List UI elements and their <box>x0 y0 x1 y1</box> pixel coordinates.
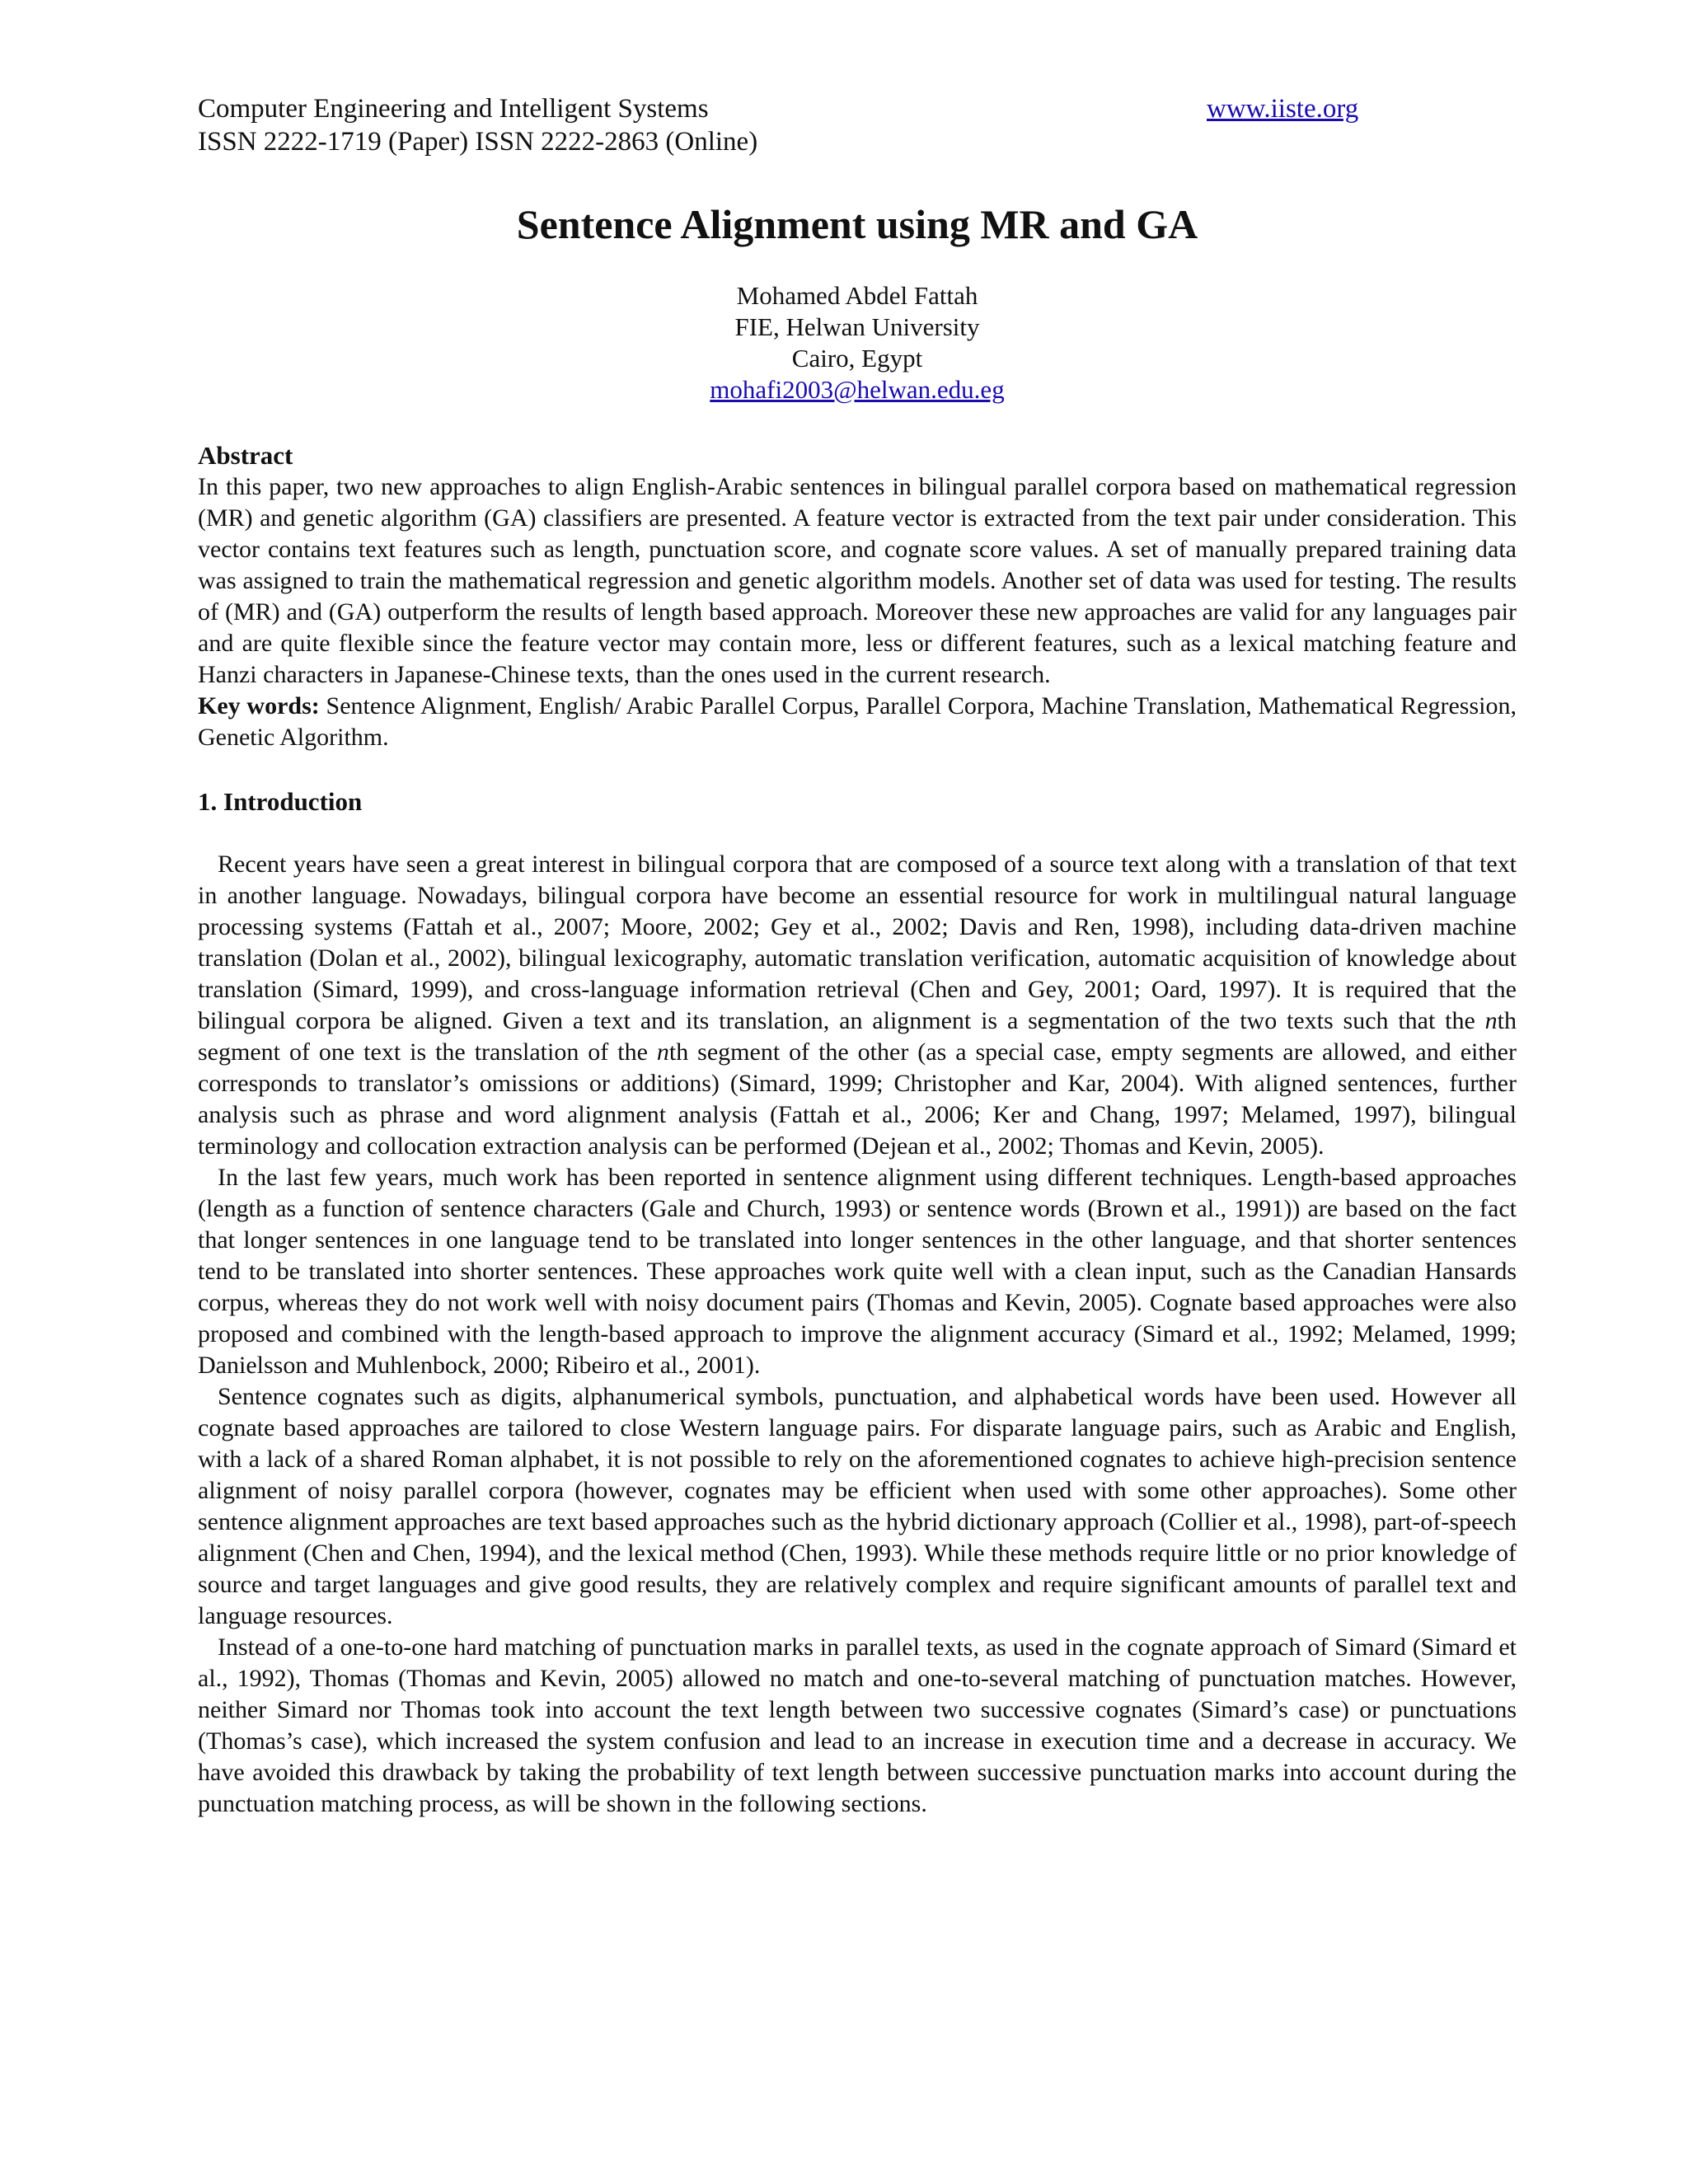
intro-p1-italic-n-1: n <box>1484 1007 1498 1034</box>
keywords-label: Key words: <box>198 692 320 719</box>
author-email-link[interactable]: mohafi2003@helwan.edu.eg <box>710 375 1005 404</box>
journal-name: Computer Engineering and Intelligent Systems <box>198 94 709 124</box>
intro-p1-italic-n-2: n <box>656 1038 669 1066</box>
issn-line <box>198 125 1517 158</box>
intro-p1-part-a: Recent years have seen a great interest in bilingual corpora that are composed of a source text along with a translation of that text in another language. Nowadays, bilingual corpora have become an essential resource for work in multilingual natural language processing systems (Fattah et al., 2007; Moore, 2002; Gey et al., 2002; Davis and Ren, 1998), including data-driven machine translation (Dolan et al., 2002), bilingual lexicography, automatic translation verification, automatic acquisition of knowledge about translation (Simard, 1999), and cross-language information retrieval (Chen and Gey, 2001; Oard, 1997). It is required that the bilingual corpora be aligned. Given a text and its translation, an alignment is a segmentation of the two texts such that the <box>198 851 1517 1034</box>
paper-title: Sentence Alignment using MR and GA <box>516 201 1198 247</box>
author-affiliation: FIE, Helwan University <box>734 312 980 341</box>
keywords-paragraph <box>198 691 1517 753</box>
intro-p1-part-b: th segment of one text is the translation of the <box>198 1007 1517 1066</box>
intro-paragraph-1 <box>198 849 1517 1162</box>
intro-paragraph-4: Instead of a one-to-one hard matching of punctuation marks in parallel texts, as used in the cognate approach of Simard (Simard et al., 1992), Thomas (Thomas and Kevin, 2005) allowed no match and one-to-several matching of punctuation matches. However, neither Simard nor Thomas took into account the text length between two successive cognates (Simard’s case) or punctuations (Thomas’s case), which increased the system confusion and lead to an increase in execution time and a decrease in accuracy. We have avoided this drawback by taking the probability of text length between successive punctuation marks into account during the punctuation matching process, as will be shown in the following sections. <box>198 1633 1517 1817</box>
abstract-heading: Abstract <box>198 441 293 470</box>
abstract-text: In this paper, two new approaches to align English-Arabic sentences in bilingual parallel corpora based on mathematical regression (MR) and genetic algorithm (GA) classifiers are presented. A feature vector is extracted from the text pair under consideration. This vector contains text features such as length, punctuation score, and cognate score values. A set of manually prepared training data was assigned to train the mathematical regression and genetic algorithm models. Another set of data was used for testing. The results of (MR) and (GA) outperform the results of length based approach. Moreover these new approaches are valid for any languages pair and are quite flexible since the feature vector may contain more, less or different features, such as a lexical matching feature and Hanzi characters in Japanese-Chinese texts, than the ones used in the current research. <box>198 473 1517 688</box>
intro-paragraph-3: Sentence cognates such as digits, alphanumerical symbols, punctuation, and alphabetical words have been used. However all cognate based approaches are tailored to close Western language pairs. For disparate language pairs, such as Arabic and English, with a lack of a shared Roman alphabet, it is not possible to rely on the aforementioned cognates to achieve high-precision sentence alignment of noisy parallel corpora (however, cognates may be efficient when used with some other approaches). Some other sentence alignment approaches are text based approaches such as the hybrid dictionary approach (Collier et al., 1998), part-of-speech alignment (Chen and Chen, 1994), and the lexical method (Chen, 1993). While these methods require little or no prior knowledge of source and target languages and give good results, they are relatively complex and require significant amounts of parallel text and language resources. <box>198 1383 1517 1629</box>
section-heading-introduction: 1. Introduction <box>198 787 363 816</box>
intro-p1-part-c: th segment of the other (as a special case, empty segments are allowed, and either corresponds to translator’s omissions or additions) (Simard, 1999; Christopher and Kar, 2004). With aligned sentences, further analysis such as phrase and word alignment analysis (Fattah et al., 2006; Ker and Chang, 1997; Melamed, 1997), bilingual terminology and collocation extraction analysis can be performed (Dejean et al., 2002; Thomas and Kevin, 2005). <box>198 1038 1517 1160</box>
author-location: Cairo, Egypt <box>791 344 923 373</box>
author-block <box>198 280 1517 405</box>
running-header <box>198 92 1517 125</box>
author-name: Mohamed Abdel Fattah <box>736 281 978 310</box>
keywords-text: Sentence Alignment, English/ Arabic Parallel Corpus, Parallel Corpora, Machine Translation, Mathematical Regression, Genetic Algorithm. <box>198 692 1517 751</box>
journal-website-link[interactable]: www.iiste.org <box>1207 94 1359 124</box>
paper-page <box>198 92 1517 1820</box>
issn-text: ISSN 2222-1719 (Paper) ISSN 2222-2863 (Online) <box>198 127 758 157</box>
intro-paragraph-2: In the last few years, much work has been reported in sentence alignment using different techniques. Length-based approaches (length as a function of sentence characters (Gale and Church, 1993) or sentence words (Brown et al., 1991)) are based on the fact that longer sentences in one language tend to be translated into longer sentences in the other language, and that shorter sentences tend to be translated into shorter sentences. These approaches work quite well with a clean input, such as the Canadian Hansards corpus, whereas they do not work well with noisy document pairs (Thomas and Kevin, 2005). Cognate based approaches were also proposed and combined with the length-based approach to improve the alignment accuracy (Simard et al., 1992; Melamed, 1999; Danielsson and Muhlenbock, 2000; Ribeiro et al., 2001). <box>198 1164 1517 1379</box>
